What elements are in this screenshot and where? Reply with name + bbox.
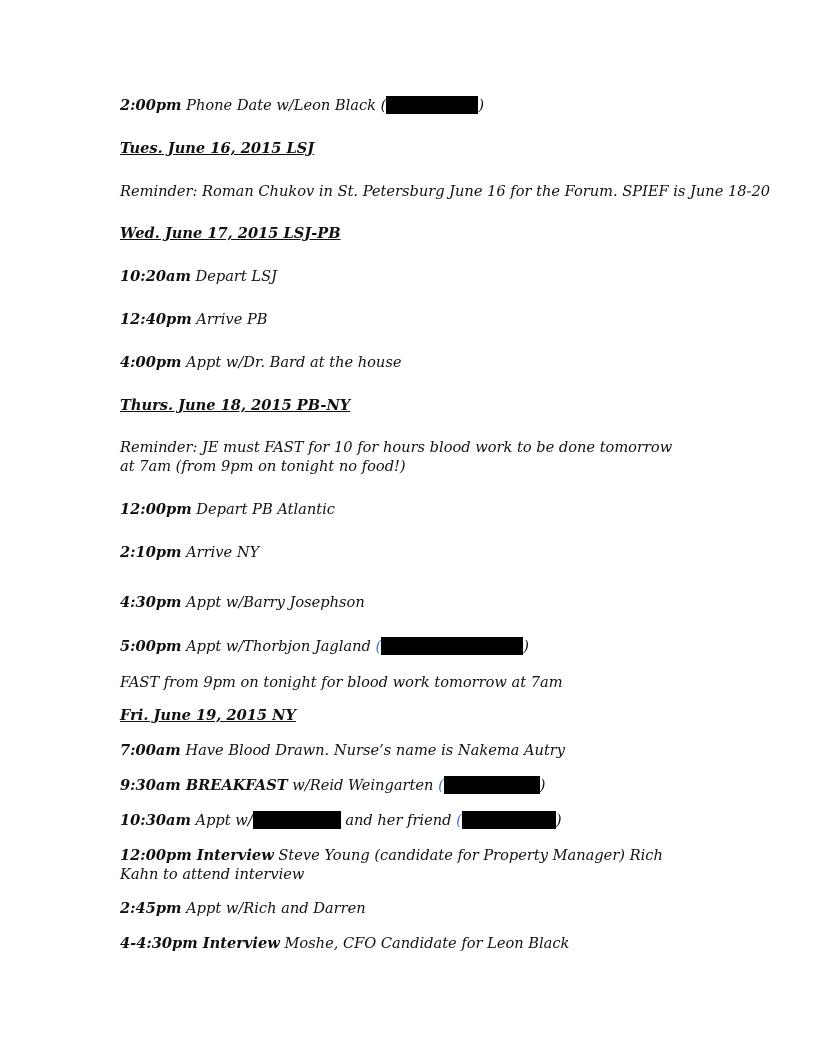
redaction-block	[444, 776, 540, 794]
redaction-block	[381, 637, 523, 655]
day-heading-thursday: Thurs. June 18, 2015 PB-NY	[120, 397, 351, 414]
link-paren[interactable]: (	[456, 812, 462, 829]
entry-time: 2:00pm	[120, 97, 182, 114]
entry-time: 4-4:30pm Interview	[120, 935, 280, 952]
entry-text: Appt w/Rich and Darren	[181, 900, 366, 917]
entry-text: Depart PB Atlantic	[191, 501, 335, 518]
entry-text: Appt w/	[190, 812, 253, 829]
reminder-thursday: Reminder: JE must FAST for 10 for hours blood work to be done tomorrow at 7am (from 9pm on tonight no food!)	[120, 439, 673, 475]
entry-time: 10:20am	[120, 268, 191, 285]
link-paren[interactable]: (	[438, 777, 444, 794]
entry-arrive-ny	[120, 543, 716, 562]
entry-barry-josephson	[120, 593, 716, 612]
entry-text: Appt w/Barry Josephson	[181, 594, 365, 611]
entry-depart-lsj	[120, 267, 716, 286]
entry-text: Appt w/Dr. Bard at the house	[181, 354, 402, 371]
entry-text: and her friend	[340, 812, 457, 829]
entry-text: Depart LSJ	[190, 268, 277, 285]
day-heading-friday: Fri. June 19, 2015 NY	[120, 707, 296, 724]
entry-text: w/Reid Weingarten	[287, 777, 439, 794]
redaction-block	[253, 811, 341, 829]
entry-blood-drawn	[120, 741, 716, 760]
redaction-block	[462, 811, 556, 829]
entry-arrive-pb	[120, 310, 716, 329]
entry-interview-steve-young	[120, 846, 680, 884]
entry-thorbjon-jagland	[120, 637, 716, 656]
entry-text: Arrive PB	[191, 311, 268, 328]
entry-text-close: )	[555, 812, 562, 829]
entry-text-close: )	[539, 777, 546, 794]
entry-time: 2:45pm	[120, 900, 182, 917]
entry-time: 5:00pm	[120, 638, 182, 655]
entry-time: 12:40pm	[120, 311, 192, 328]
entry-time: 12:00pm	[120, 501, 192, 518]
entry-appt-friend	[120, 811, 716, 830]
entry-text: Moshe, CFO Candidate for Leon Black	[279, 935, 570, 952]
entry-leon-black-call	[120, 96, 716, 115]
entry-text: Appt w/Thorbjon Jagland	[181, 638, 376, 655]
entry-time: 7:00am	[120, 742, 181, 759]
day-heading-wednesday: Wed. June 17, 2015 LSJ-PB	[120, 225, 341, 242]
entry-text: Have Blood Drawn. Nurse’s name is Nakema Autry	[180, 742, 566, 759]
entry-rich-darren	[120, 899, 716, 918]
entry-time: 4:00pm	[120, 354, 182, 371]
entry-time: 10:30am	[120, 812, 191, 829]
entry-breakfast-weingarten	[120, 776, 716, 795]
entry-text-close: )	[478, 97, 485, 114]
entry-time: 12:00pm Interview	[120, 847, 274, 864]
entry-text: Phone Date w/Leon Black (	[181, 97, 387, 114]
reminder-tuesday: Reminder: Roman Chukov in St. Petersburg June 16 for the Forum. SPIEF is June 18-20	[120, 183, 771, 200]
entry-time: 2:10pm	[120, 544, 182, 561]
entry-interview-moshe	[120, 934, 716, 953]
entry-depart-pb	[120, 500, 716, 519]
entry-text: Steve Young (candidate for Property Manager) Rich Kahn to attend interview	[120, 847, 663, 883]
entry-text: Arrive NY	[181, 544, 260, 561]
link-paren[interactable]: (	[375, 638, 382, 655]
fast-note: FAST from 9pm on tonight for blood work tomorrow at 7am	[120, 674, 563, 691]
entry-time: 9:30am BREAKFAST	[120, 777, 288, 794]
entry-text-close: )	[523, 638, 529, 655]
day-heading-tuesday: Tues. June 16, 2015 LSJ	[120, 140, 315, 157]
entry-time: 4:30pm	[120, 594, 182, 611]
redaction-block	[386, 96, 478, 114]
entry-dr-bard	[120, 353, 716, 372]
